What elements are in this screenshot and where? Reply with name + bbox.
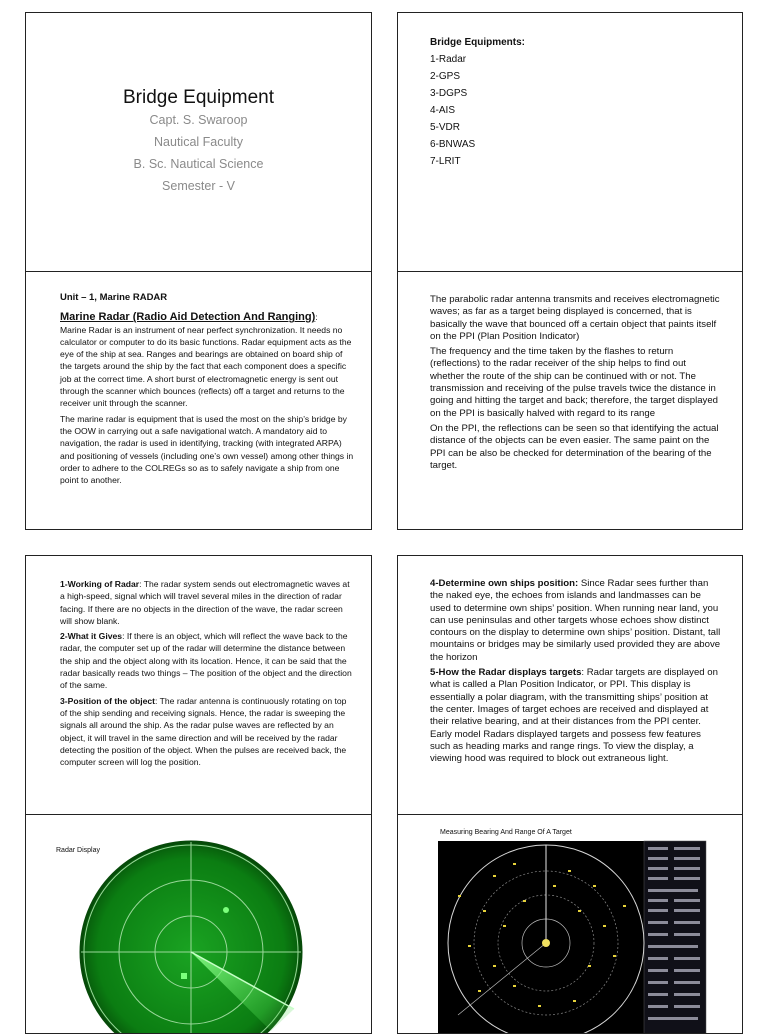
item-label: 4-Determine own ships position: bbox=[430, 578, 579, 589]
paragraph: Marine Radar is an instrument of near perfect synchronization. It needs no calculator or computer to do its basic functions. Radar equipment acts as the eye of the ship at sea. Ranges and bearings are obtained on board ship of the targets around the ship by the fact that each component does a specific job at the correct time. A short burst of electromagnetic energy is sent out through the scanner which bounces (reflects) off a target and returns to the receiver unit through the scanner. bbox=[60, 324, 352, 409]
slide-radar-display bbox=[25, 814, 372, 1034]
figure-caption: Radar Display bbox=[56, 847, 100, 854]
slide-equipment-list bbox=[397, 12, 743, 272]
list-item: 2-GPS bbox=[430, 71, 461, 82]
radar-heading-suffix: : bbox=[315, 312, 318, 323]
item-text: : The radar antenna is continuously rotating on top of the ship sending and receiving signals. Hence, the radar is sweeping the signals all around the ship. As the radar pulse waves are reflected by an object, it will travel in the same direction and will be received by the radar detecting the position of the object. When the pulses are received back, the computer screen will log the position. bbox=[60, 695, 347, 768]
paragraph bbox=[430, 578, 722, 664]
paragraph: The frequency and the time taken by the flashes to return (reflections) to the radar receiver of the ship helps to find out whether the route of the ship can be continued with or not. The transmission and receiving of the pulse travels twice the distance in going and hitting the target and back; therefore, the target displayed on the PPI is basically halved with regard to its range bbox=[430, 346, 719, 419]
slide-body bbox=[60, 578, 352, 771]
slide-body bbox=[430, 294, 720, 475]
target-blip bbox=[181, 973, 187, 979]
figure-caption: Measuring Bearing And Range Of A Target bbox=[440, 829, 572, 836]
paragraph: On the PPI, the reflections can be seen so that identifying the actual distance of the objects can be even easier. The same paint on the PPI can be also be checked for determination of the bearing of the target. bbox=[430, 422, 719, 471]
radar-heading: Marine Radar (Radio Aid Detection And Ranging) bbox=[60, 311, 316, 324]
slide-working-of-radar bbox=[25, 555, 372, 815]
slide-body bbox=[430, 578, 722, 768]
equipment-list-title: Bridge Equipments: bbox=[430, 37, 526, 48]
item-text: : If there is an object, which will reflect the wave back to the radar, the computer set up of the radar will determine the distance between the ship and the object along with its location. Hence, it can be said that the radar basically reads two things – The position of the object and the direction of the same. bbox=[60, 631, 352, 691]
paragraph: The marine radar is equipment that is used the most on the ship’s bridge by the OOW in carrying out a safe navigational watch. A mandatory aid to navigation, the radar is used in identifying, tracking (with integrated ARPA) and positioning of vessels (including one’s own vessel) among other things in order to adhere to the COLREGs so as to safely navigate a ship from one point to another. bbox=[60, 413, 354, 486]
slide-radar-position bbox=[397, 555, 743, 815]
paragraph bbox=[60, 630, 352, 691]
paragraph bbox=[430, 667, 722, 765]
target-blip bbox=[223, 907, 229, 913]
arpa-display-image bbox=[398, 815, 743, 1034]
list-item: 6-BNWAS bbox=[430, 139, 476, 150]
item-text: : The radar system sends out electromagnetic waves at a high-speed, signal which will travel several miles in the direction of radar facing. If there are no objects in the direction of the wave, the radar screen will show blank. bbox=[60, 579, 350, 626]
slide-title bbox=[25, 12, 372, 272]
presentation-title: Bridge Equipment bbox=[122, 87, 275, 108]
item-label: 1-Working of Radar bbox=[60, 579, 140, 589]
item-label: 3-Position of the object bbox=[60, 695, 156, 706]
item-label: 2-What it Gives bbox=[60, 631, 123, 642]
paragraph bbox=[60, 695, 352, 769]
list-item: 5-VDR bbox=[430, 122, 461, 133]
item-text: : Radar targets are displayed on what is called a Plan Position Indicator, or PPI. This display is essentially a polar diagram, with the transmitting ships’ position at the center. Images of target echoes are received and displayed at their relative bearing, and at their distances from the PPI center. Early model Radars displayed targets and possess few features such as heading marks and range rings. To view the display, a viewing hood was required to block out extraneous light. bbox=[430, 667, 718, 765]
slide-radar-antenna bbox=[397, 271, 743, 530]
slide-bearing-range bbox=[397, 814, 743, 1034]
semester-line: Semester - V bbox=[162, 179, 235, 193]
own-ship bbox=[542, 939, 550, 947]
unit-heading: Unit – 1, Marine RADAR bbox=[60, 292, 168, 303]
slide-body bbox=[60, 292, 356, 489]
list-item: 1-Radar bbox=[430, 54, 467, 65]
slide-marine-radar-intro bbox=[25, 271, 372, 530]
faculty-line: Nautical Faculty bbox=[154, 135, 243, 149]
list-item: 4-AIS bbox=[430, 105, 456, 116]
paragraph bbox=[60, 578, 352, 627]
list-item: 3-DGPS bbox=[430, 88, 468, 99]
course-line: B. Sc. Nautical Science bbox=[133, 157, 264, 171]
list-item: 7-LRIT bbox=[430, 156, 461, 167]
paragraph: The parabolic radar antenna transmits and receives electromagnetic waves; as far as a target being displayed is concerned, that is basically the wave that bounced off a certain object that paints itself on the PPI (Plan Position Indicator) bbox=[430, 294, 720, 342]
radar-display-image bbox=[26, 815, 372, 1034]
author-line: Capt. S. Swaroop bbox=[149, 113, 248, 127]
item-label: 5-How the Radar displays targets bbox=[430, 667, 582, 679]
item-text: Since Radar sees further than the naked eye, the echoes from islands and landmasses can be used to determine own ships’ position. When running near land, you can use peninsulas and other targets whose echoes show distinct contours on the display to determine own ships’ position. Distant, tall mountains or bridges may be similarly used provided they are above the horizon bbox=[430, 578, 721, 663]
